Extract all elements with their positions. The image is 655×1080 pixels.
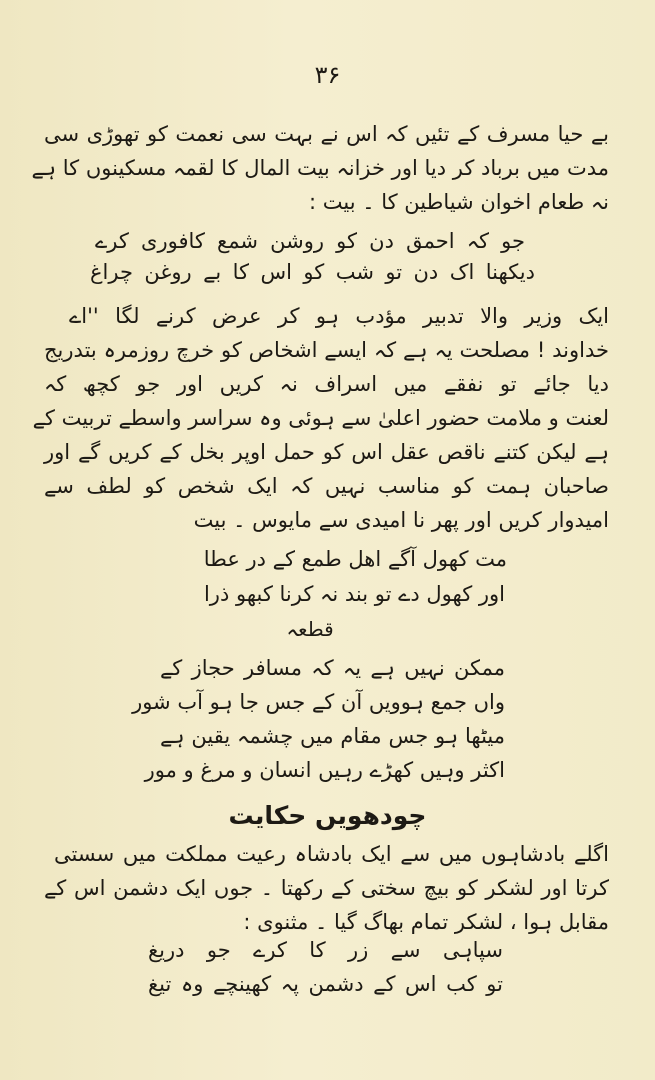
verse-4-line-1: سپاہی سے زر کا کرے جو دریغ	[148, 938, 503, 962]
verse-3-line-3: میٹھا ہو جس مقام میں چشمہ یقین ہے	[160, 724, 505, 748]
verse-2-line-2: اور کھول دے تو بند نہ کرنا کبھو ذرا	[203, 582, 505, 606]
paragraph-2-line-1: ایک وزیر والا تدبیر مؤدب ہو کر عرض کرنے لگا ''اے	[69, 304, 609, 328]
verse-2-line-1: مت کھول آگے اھل طمع کے در عطا	[203, 547, 507, 571]
paragraph-2-line-7: امیدوار کریں اور پھر نا امیدی سے مایوس ۔ بیت	[193, 508, 609, 532]
paragraph-3-line-2: کرتا اور لشکر کو بیچ سختی کے رکھتا ۔ جوں ایک دشمن اس کے	[44, 876, 609, 900]
paragraph-1-line-1: بے حیا مسرف کے تئیں کہ اس نے بہت سی نعمت کو تھوڑی سی	[44, 122, 609, 146]
verse-4-line-2: تو کب اس کے دشمن پہ کھینچے وہ تیغ	[148, 972, 503, 996]
qita-label: قطعہ	[286, 617, 334, 641]
page-number: ۳۶	[314, 61, 341, 89]
verse-1-line-2: دیکھنا اک دن تو شب کو اس کا بے روغن چراغ	[90, 260, 535, 284]
paragraph-2-line-3: دیا جائے تو نفقے میں اسراف نہ کریں اور جو کچھ کہ	[44, 372, 609, 396]
story-heading: چودھویں حکایت	[228, 801, 427, 830]
paragraph-2-line-2: خداوند ! مصلحت یہ ہے کہ ایسے اشخاص کو خرچ روزمرہ بتدریج	[44, 338, 609, 362]
verse-3-line-4: اکثر وہیں کھڑے رہیں انسان و مرغ و مور	[144, 758, 505, 782]
paragraph-3-line-3: مقابل ہوا ، لشکر تمام بھاگ گیا ۔ مثنوی :	[243, 910, 609, 934]
verse-3-line-1: ممکن نہیں ہے یہ کہ مسافر حجاز کے	[160, 656, 505, 680]
paragraph-2-line-5: ہے لیکن کتنے ناقص عقل اس کو حمل اوپر بخل کے کریں گے اور	[44, 440, 609, 464]
paragraph-1-line-3: نہ طعام اخوان شیاطین کا ۔ بیت :	[309, 190, 609, 214]
paragraph-2-line-6: صاحبان ہمت کو مناسب نہیں کہ ایک شخص کو لطف سے	[44, 474, 609, 498]
verse-1-line-1: جو کہ احمق دن کو روشن شمع کافوری کرے	[95, 229, 525, 253]
paragraph-1-line-2: مدت میں برباد کر دیا اور خزانہ بیت المال کا لقمہ مسکینوں کا ہے	[31, 156, 609, 180]
paragraph-3-line-1: اگلے بادشاہوں میں سے ایک بادشاہ رعیت مملکت میں سستی	[54, 842, 609, 866]
paragraph-2-line-4: لعنت و ملامت حضور اعلیٰ سے ہوئی وہ سراسر واسطے تربیت کے	[32, 406, 609, 430]
verse-3-line-2: واں جمع ہوویں آن کے جس جا ہو آب شور	[132, 690, 505, 714]
